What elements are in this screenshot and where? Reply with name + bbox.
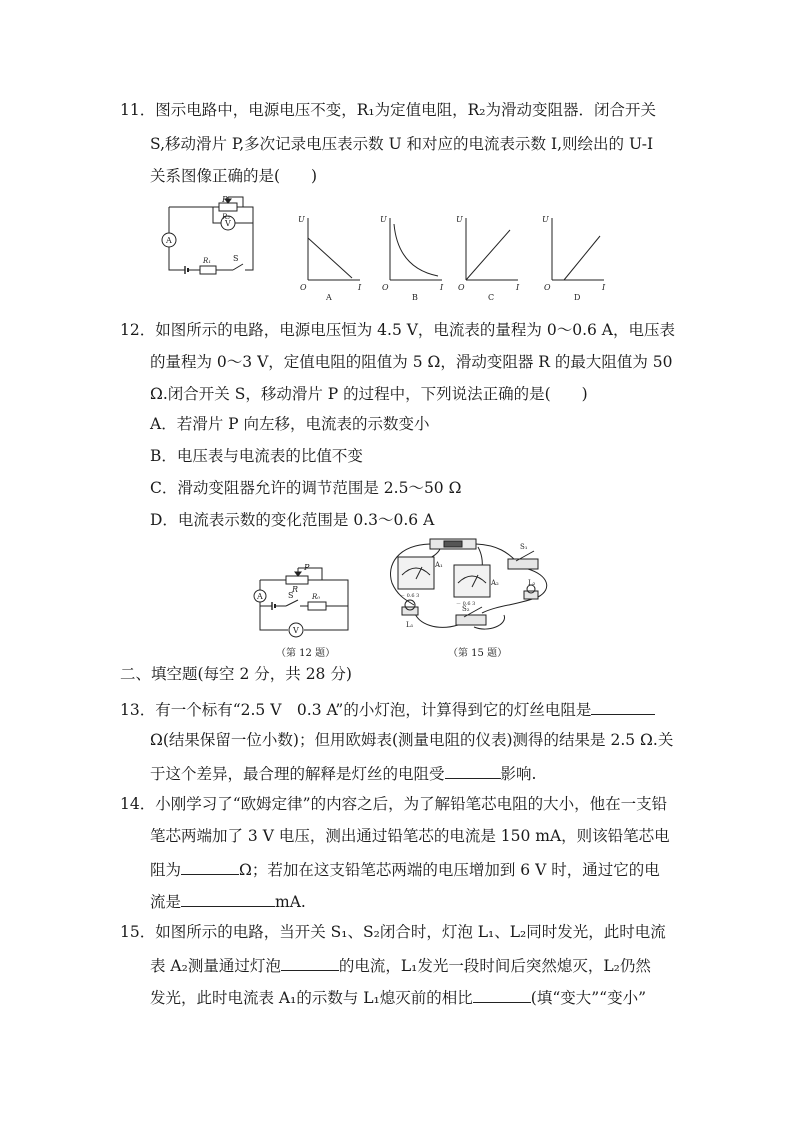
graph-d-y-label: U bbox=[542, 215, 549, 224]
graph-b-y-label: U bbox=[380, 215, 387, 224]
q12-option-d: D．电流表示数的变化范围是 0.3～0.6 A bbox=[150, 511, 435, 529]
q15-line3-text: 发光，此时电流表 A₁的示数与 L₁熄灭前的相比 bbox=[150, 989, 473, 1007]
q13-line1 bbox=[120, 698, 655, 720]
q14-blank-1[interactable] bbox=[181, 858, 239, 875]
q12-option-a: A．若滑片 P 向左移，电流表的示数变小 bbox=[150, 415, 430, 433]
q13-blank-2[interactable] bbox=[445, 762, 501, 779]
graph-c-origin: O bbox=[458, 283, 465, 292]
q11-line1: 11．图示电路中，电源电压不变，R₁为定值电阻，R₂为滑动变阻器．闭合开关 bbox=[120, 101, 656, 119]
q11-r1-label: R₁ bbox=[203, 257, 212, 265]
graph-a-origin: O bbox=[300, 283, 307, 292]
q12-option-b: B．电压表与电流表的比值不变 bbox=[150, 447, 363, 465]
q15-a2-terminals: － 0.6 3 bbox=[456, 601, 476, 607]
q12-figure-caption: （第 12 题） bbox=[276, 648, 336, 659]
q12-line3: Ω.闭合开关 S，移动滑片 P 的过程中，下列说法正确的是( ) bbox=[150, 385, 588, 403]
q15-blank-1[interactable] bbox=[281, 954, 339, 971]
graph-b-caption: B bbox=[412, 293, 418, 302]
q12-circuit-diagram bbox=[248, 560, 358, 640]
q11-switch-label: S bbox=[233, 254, 239, 263]
graph-b-origin: O bbox=[382, 283, 389, 292]
q14-line4-end: mA. bbox=[275, 893, 306, 911]
q15-s1-label: S₁ bbox=[520, 543, 528, 551]
graph-c-caption: C bbox=[488, 293, 495, 302]
q15-line3-end: (填“变大”“变小” bbox=[530, 989, 647, 1007]
q15-s2-label: S₂ bbox=[462, 605, 470, 613]
q15-figure-caption: （第 15 题） bbox=[448, 648, 508, 659]
q13-line3-end: 影响. bbox=[500, 765, 537, 783]
q14-line2: 笔芯两端加了 3 V 电压，测出通过铅笔芯的电流是 150 mA，则该铅笔芯电 bbox=[150, 827, 670, 845]
q14-line1: 14．小刚学习了“欧姆定律”的内容之后，为了解铅笔芯电阻的大小，他在一支铅 bbox=[120, 795, 668, 813]
q14-line3-text: 阻为 bbox=[150, 861, 182, 879]
q11-ui-graphs bbox=[290, 210, 620, 305]
q14-line4 bbox=[150, 890, 306, 912]
q13-line3-text: 于这个差异，最合理的解释是灯丝的电阻受 bbox=[150, 765, 445, 783]
graph-a-caption: A bbox=[326, 293, 332, 302]
q12-r0-label: R₀ bbox=[312, 593, 321, 601]
q12-r-label: R bbox=[292, 585, 299, 594]
q11-line3: 关系图像正确的是( ) bbox=[150, 167, 318, 185]
q13-line3 bbox=[150, 762, 536, 784]
q15-a1-terminals: － 0.6 3 bbox=[400, 593, 420, 599]
q12-switch-label: S bbox=[288, 591, 294, 600]
q11-line2: S,移动滑片 P,多次记录电压表示数 U 和对应的电流表示数 I,则绘出的 U-I bbox=[150, 135, 654, 153]
q11-ammeter-label: A bbox=[166, 236, 172, 245]
q15-line1: 15．如图所示的电路，当开关 S₁、S₂闭合时，灯泡 L₁、L₂同时发光，此时电流 bbox=[120, 923, 666, 941]
q15-line3 bbox=[150, 986, 646, 1008]
q12-ammeter-label: A bbox=[257, 592, 263, 601]
q14-line3-end: Ω；若加在这支铅笔芯两端的电压增加到 6 V 时，通过它的电 bbox=[239, 861, 660, 879]
q11-r2-label: R₂ bbox=[222, 213, 231, 221]
q15-l2-label: L₂ bbox=[528, 579, 536, 587]
q15-line2 bbox=[150, 954, 651, 976]
q15-circuit-illustration bbox=[378, 535, 568, 643]
q13-line2: Ω(结果保留一位小数)；但用欧姆表(测量电阻的仪表)测得的结果是 2.5 Ω.关 bbox=[150, 731, 674, 749]
q15-line2-text: 表 A₂测量通过灯泡 bbox=[150, 957, 281, 975]
graph-d-x-label: I bbox=[602, 283, 606, 292]
q12-line1: 12．如图所示的电路，电源电压恒为 4.5 V，电流表的量程为 0～0.6 A，电压表 bbox=[120, 321, 675, 339]
graph-a-x-label: I bbox=[358, 283, 362, 292]
q14-blank-2[interactable] bbox=[181, 890, 275, 907]
q14-line3 bbox=[150, 858, 660, 880]
graph-c-y-label: U bbox=[456, 215, 463, 224]
q14-line4-text: 流是 bbox=[150, 893, 182, 911]
q11-slider-label: P bbox=[222, 195, 228, 204]
q11-circuit-diagram bbox=[155, 195, 275, 280]
q13-blank-1[interactable] bbox=[591, 698, 655, 715]
q12-line2: 的量程为 0～3 V，定值电阻的阻值为 5 Ω，滑动变阻器 R 的最大阻值为 50 bbox=[150, 353, 673, 371]
graph-a-y-label: U bbox=[298, 215, 305, 224]
q15-a2-label: A₂ bbox=[491, 579, 499, 587]
q12-voltmeter-label: V bbox=[293, 626, 299, 635]
graph-b-x-label: I bbox=[440, 283, 444, 292]
q15-line2-end: 的电流，L₁发光一段时间后突然熄灭，L₂仍然 bbox=[338, 957, 651, 975]
graph-c-x-label: I bbox=[516, 283, 520, 292]
graph-d-origin: O bbox=[544, 283, 551, 292]
q15-l1-label: L₁ bbox=[406, 621, 414, 629]
q13-line1-text: 13．有一个标有“2.5 V 0.3 A”的小灯泡，计算得到它的灯丝电阻是 bbox=[120, 701, 592, 719]
section-2-heading: 二、填空题(每空 2 分，共 28 分) bbox=[120, 665, 352, 683]
q15-a1-label: A₁ bbox=[435, 561, 443, 569]
graph-d-caption: D bbox=[574, 293, 581, 302]
q12-option-c: C．滑动变阻器允许的调节范围是 2.5～50 Ω bbox=[150, 479, 462, 497]
q12-slider-label: P bbox=[304, 563, 310, 572]
q11-voltmeter-label: V bbox=[225, 219, 231, 228]
q15-blank-2[interactable] bbox=[473, 986, 531, 1003]
